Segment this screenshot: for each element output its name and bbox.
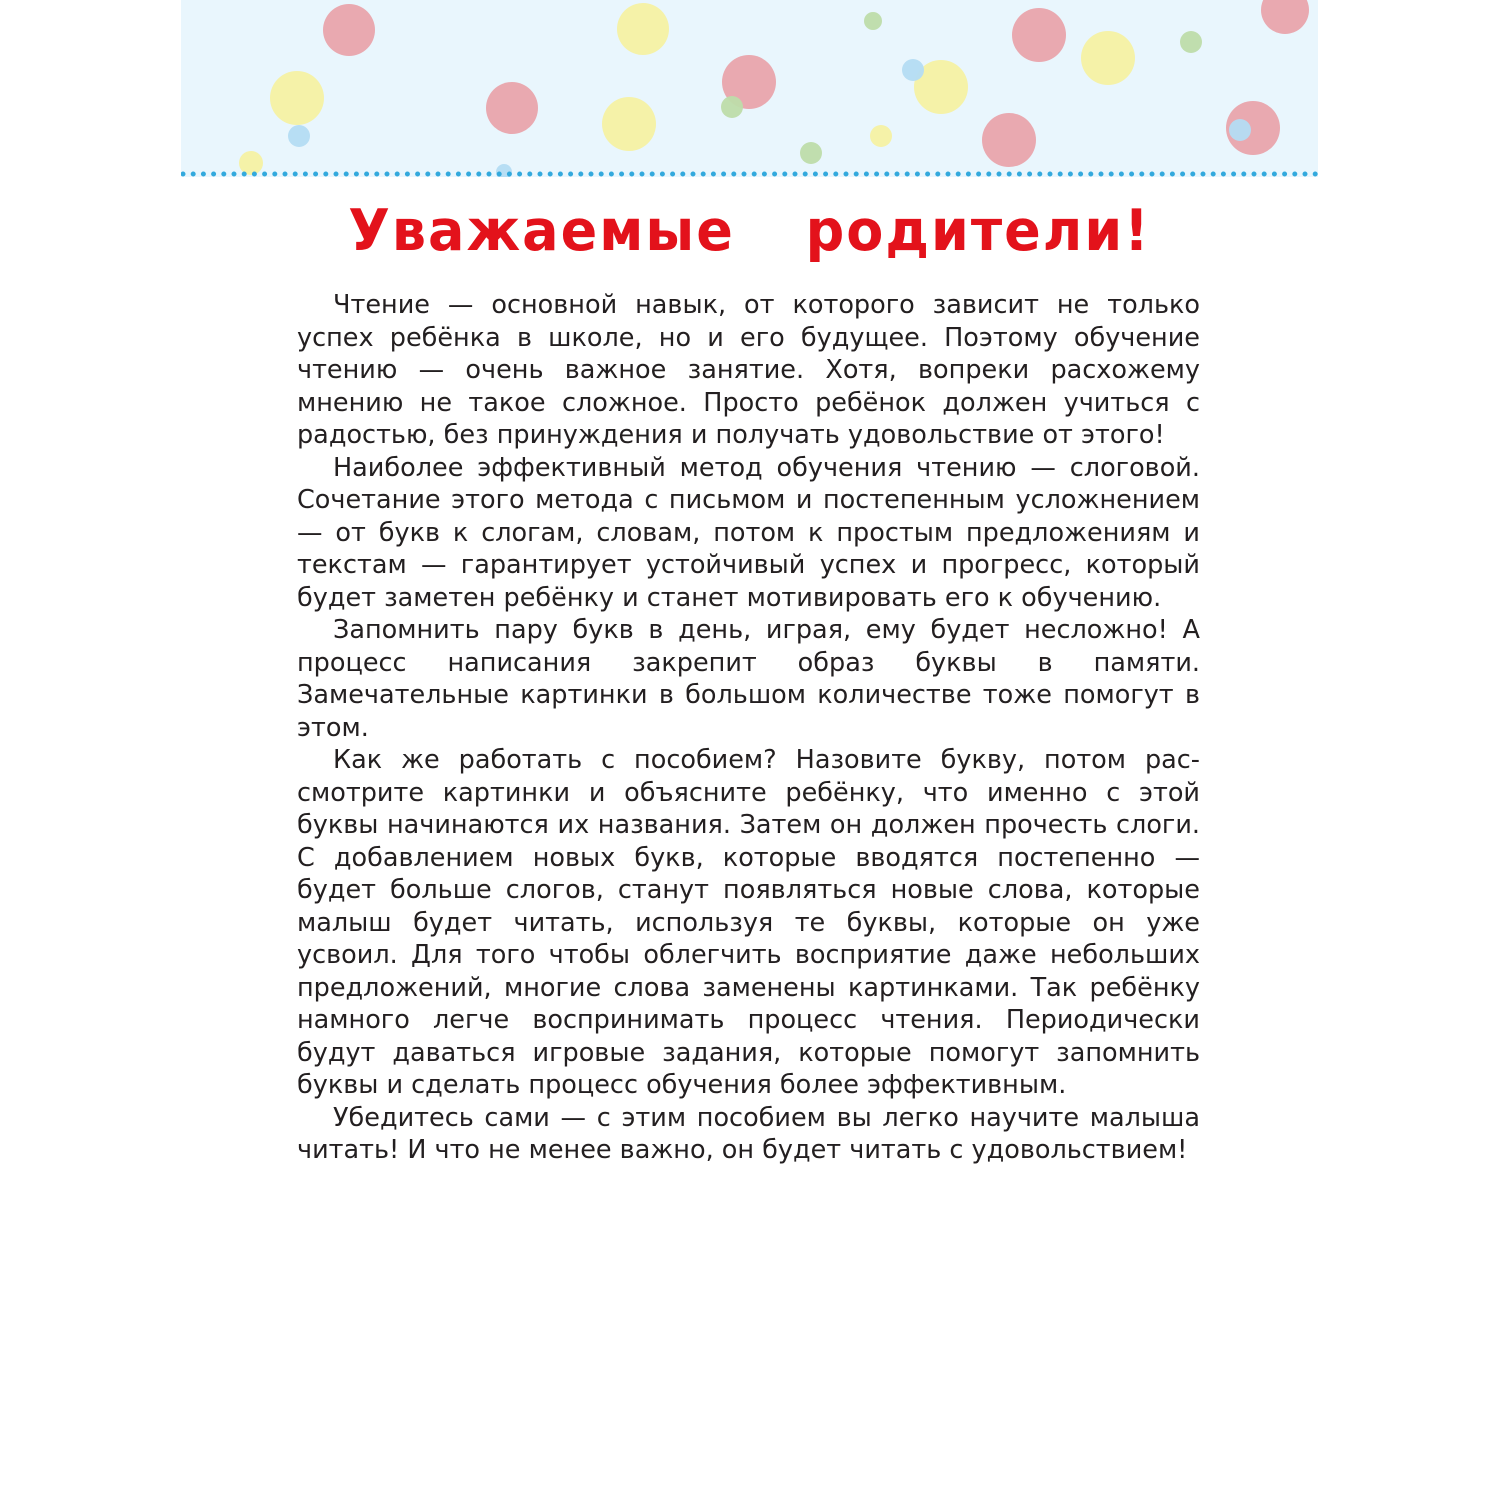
decorative-dot (721, 96, 743, 118)
page-title: Уважаемые родители! (348, 197, 1151, 264)
decorative-dot (902, 59, 924, 81)
decorative-dot (1261, 0, 1309, 34)
decorative-dot (602, 97, 656, 151)
dots-group (239, 0, 1309, 177)
decorative-dot (982, 113, 1036, 167)
decorative-dot (486, 82, 538, 134)
paragraph: Наиболее эффективный метод обучения чтению — слоговой. Сочетание этого метода с письмом и постепенным усложнением — от букв к слогам, словам, потом к простым предложениям и текстам — гарантирует устойчивый успех и прогресс, который будет заметен ребёнку и станет мотивировать его к обучению. (297, 452, 1200, 613)
decorative-dot (323, 4, 375, 56)
decorative-dot (239, 151, 263, 175)
decorative-dot (864, 12, 882, 30)
decorative-banner (181, 0, 1318, 177)
body-text (297, 289, 1200, 1167)
paragraph: Чтение — основной навык, от которого зависит не только успех ребёнка в школе, но и его будущее. Поэтому обучение чтению — очень важное занятие. Хотя, вопреки расхожему мнению не такое сложное. Просто ребёнок должен учиться с радостью, без принуждения и получать удовольствие от этого! (297, 290, 1200, 450)
decorative-dot (288, 125, 310, 147)
polka-dots-decoration (181, 0, 1318, 177)
decorative-dot (800, 142, 822, 164)
decorative-dot (1081, 31, 1135, 85)
book-page (181, 0, 1318, 1500)
decorative-dot (1180, 31, 1202, 53)
decorative-dot (870, 125, 892, 147)
paragraph: Запомнить пару букв в день, играя, ему будет несложно! А процесс написания закрепит образ буквы в памяти. Замечательные картинки в большом количестве тоже помогут в этом. (297, 615, 1200, 743)
decorative-dot (617, 3, 669, 55)
decorative-dot (1229, 119, 1251, 141)
paragraph: Убедитесь сами — с этим пособием вы легко научите малыша читать! И что не менее важно, он будет читать с удовольствием! (297, 1102, 1200, 1165)
decorative-dot (1012, 8, 1066, 62)
paragraph: Как же работать с пособием? Назовите букву, потом рассмотрите картинки и объясните ребёнку, что именно с этой буквы начинаются их названия. Затем он должен прочесть слоги. С добавлением новых букв, которые вводятся постепенно — будет больше слогов, станут появляться новые слова, которые малыш будет читать, используя те буквы, которые он уже усвоил. Для того чтобы облегчить восприятие даже небольших предложений, многие слова заменены картинками. Так ребёнку намного легче воспринимать процесс чтения. Периодически будут даваться игровые задания, которые помогут запомнить буквы и сделать процесс обучения более эффективным. (297, 745, 1200, 1100)
decorative-dot (270, 71, 324, 125)
